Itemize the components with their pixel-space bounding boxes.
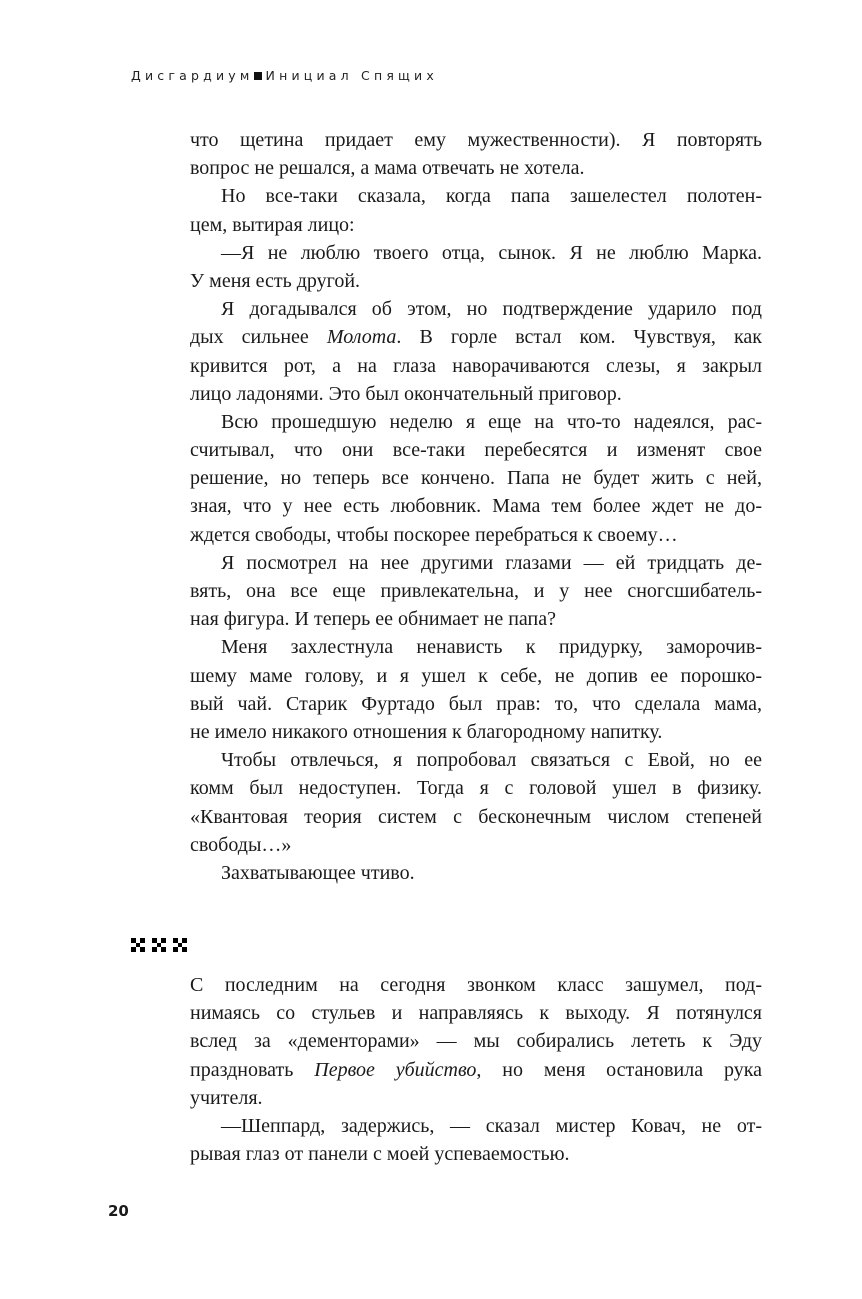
text-line xyxy=(190,239,762,267)
text-line xyxy=(190,126,762,154)
text-run: Я посмотрел на нее другими глазами — ей тридцать де- xyxy=(221,551,762,574)
text-line xyxy=(190,831,762,859)
text-run: что щетина придает ему мужественности). Я повторять xyxy=(190,129,762,151)
text-run: зная, что у нее есть любовник. Мама тем более ждет не до- xyxy=(190,495,762,518)
text-run: лицо ладонями. Это был окончательный приговор. xyxy=(190,382,622,405)
text-run: Меня захлестнула ненависть к придурку, заморочив- xyxy=(221,636,762,659)
text-run: . В горле встал ком. Чувствуя, как xyxy=(396,326,762,349)
text-run: , но меня остановила рука xyxy=(476,1058,762,1081)
text-line xyxy=(190,549,762,577)
text-run: шему маме голову, и я ушел к себе, не допив ее порошко- xyxy=(190,664,762,687)
text-run: ная фигура. И теперь ее обнимает не папа? xyxy=(190,608,556,631)
text-line xyxy=(190,295,762,323)
text-line xyxy=(190,211,762,239)
text-line xyxy=(190,577,762,605)
text-line xyxy=(190,803,762,831)
italic-text: Первое убийство xyxy=(314,1058,477,1081)
text-line xyxy=(190,1084,762,1112)
italic-text: Молота xyxy=(326,326,397,349)
text-run: комм был недоступен. Тогда я с головой ушел в физику. xyxy=(190,777,762,800)
text-run: дых сильнее xyxy=(190,326,327,349)
text-line xyxy=(190,182,762,210)
text-line xyxy=(190,999,762,1027)
text-line xyxy=(190,436,762,464)
text-run: Захватывающее чтиво. xyxy=(221,861,415,884)
text-line xyxy=(190,267,762,295)
text-line xyxy=(190,605,762,633)
text-run: вопрос не решался, а мама отвечать не хотела. xyxy=(190,157,585,180)
text-run: Я догадывался об этом, но подтверждение ударило под xyxy=(221,298,762,321)
text-line xyxy=(190,464,762,492)
text-run: решение, но теперь все кончено. Папа не будет жить с ней, xyxy=(190,467,762,490)
text-line xyxy=(190,746,762,774)
text-run: свободы…» xyxy=(190,833,292,856)
text-run: считывал, что они все-таки перебесятся и изменят свое xyxy=(190,439,762,462)
text-run: вслед за «дементорами» — мы собирались лететь к Эду xyxy=(190,1030,762,1053)
text-run: —Я не люблю твоего отца, сынок. Я не люблю Марка. xyxy=(221,241,762,264)
text-run: нимаясь со стульев и направляясь к выходу. Я потянулся xyxy=(190,1002,762,1025)
text-run: цем, вытирая лицо: xyxy=(190,213,355,236)
text-run: праздновать xyxy=(190,1058,315,1081)
text-line xyxy=(190,859,762,887)
text-run: учителя. xyxy=(190,1086,263,1109)
text-run: Всю прошедшую неделю я еще на что-то надеялся, рас- xyxy=(221,410,762,433)
text-run: вый чай. Старик Фуртадо был прав: то, что сделала мама, xyxy=(190,692,762,715)
text-block-1 xyxy=(190,126,762,887)
ornament-glyph xyxy=(173,938,187,952)
text-line xyxy=(190,633,762,661)
text-run: вять, она все еще привлекательна, и у нее сногсшибатель- xyxy=(190,580,762,602)
text-line xyxy=(190,352,762,380)
text-line xyxy=(190,1027,762,1055)
text-block-2 xyxy=(190,971,762,1168)
text-line xyxy=(190,1140,762,1168)
text-line xyxy=(190,690,762,718)
text-line xyxy=(190,774,762,802)
header-book-title: Инициал Спящих xyxy=(265,68,438,83)
text-run: —Шеппард, задержись, — сказал мистер Ковач, не от- xyxy=(221,1114,762,1137)
text-line xyxy=(190,1056,762,1084)
text-line xyxy=(190,492,762,520)
text-line xyxy=(190,380,762,408)
header-series: Дисгардиум xyxy=(131,68,254,83)
text-run: рывая глаз от панели с моей успеваемостью. xyxy=(190,1143,570,1166)
ornament-glyph xyxy=(152,938,166,952)
text-run: «Квантовая теория систем с бесконечным числом степеней xyxy=(190,805,762,828)
ornament-glyph xyxy=(131,938,145,952)
text-line xyxy=(190,971,762,999)
text-run: Но все-таки сказала, когда папа зашелестел полотен- xyxy=(221,185,762,208)
text-line xyxy=(190,521,762,549)
text-run: С последним на сегодня звонком класс зашумел, под- xyxy=(190,974,762,996)
text-line xyxy=(190,154,762,182)
text-run: ждется свободы, чтобы поскорее перебраться к своему… xyxy=(190,523,678,546)
text-line xyxy=(190,1112,762,1140)
page-number: 20 xyxy=(108,1202,129,1220)
text-line xyxy=(190,408,762,436)
text-run: не имело никакого отношения к благородному напитку. xyxy=(190,720,663,743)
text-run: Чтобы отвлечься, я попробовал связаться с Евой, но ее xyxy=(221,749,762,772)
text-line xyxy=(190,662,762,690)
section-break-ornament xyxy=(131,938,187,952)
running-header xyxy=(131,68,438,83)
text-run: У меня есть другой. xyxy=(190,269,361,292)
header-separator-square xyxy=(254,72,262,80)
text-line xyxy=(190,718,762,746)
text-run: кривится рот, а на глаза наворачиваются слезы, я закрыл xyxy=(190,354,762,377)
text-line xyxy=(190,323,762,351)
